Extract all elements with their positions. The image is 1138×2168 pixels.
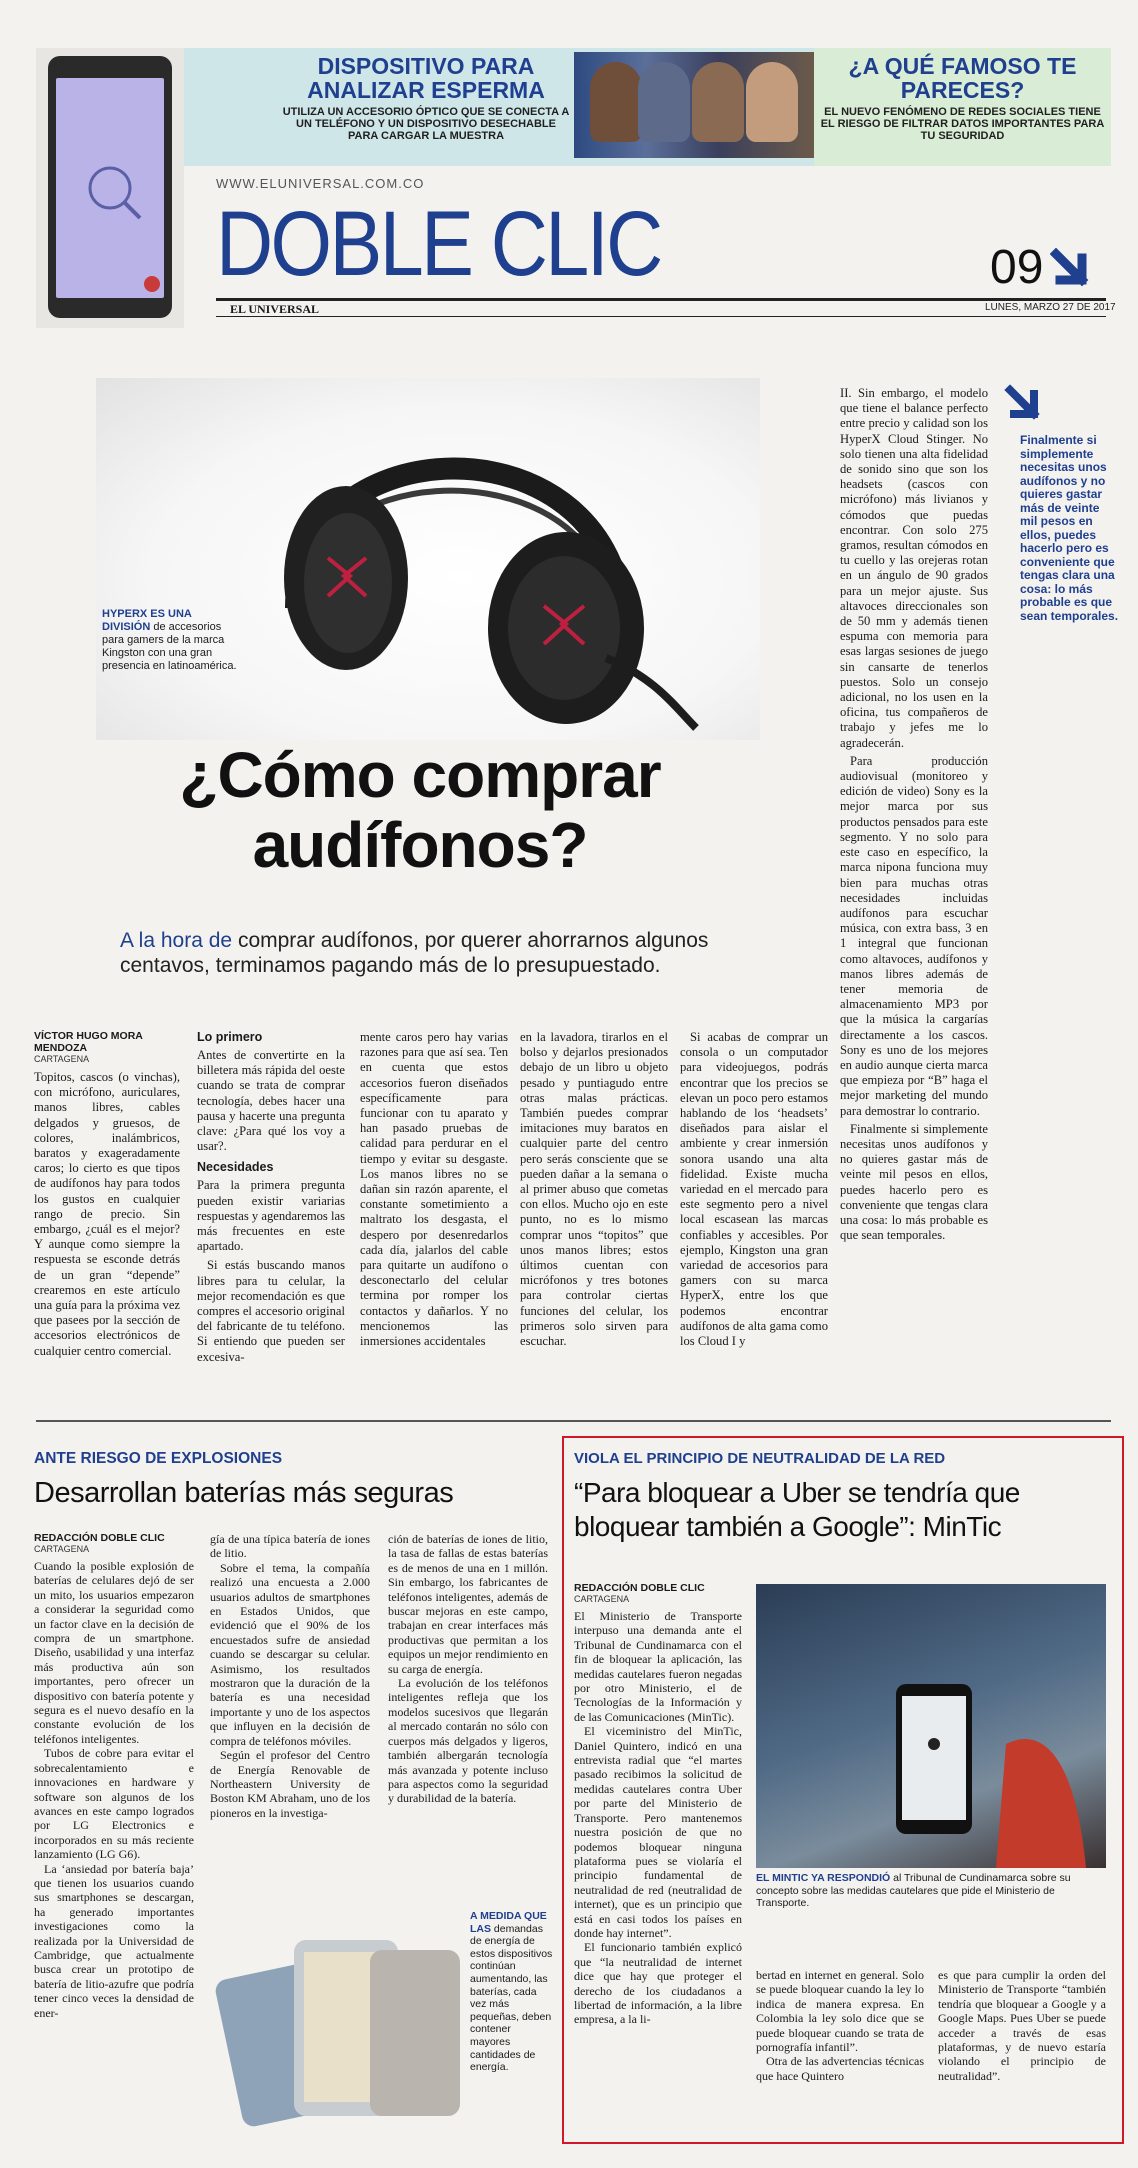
arrow-down-right-icon bbox=[1050, 248, 1100, 296]
site-url: WWW.ELUNIVERSAL.COM.CO bbox=[216, 176, 425, 191]
main-column-3 bbox=[360, 1030, 508, 1349]
mintic-col1-text-c: El funcionario también explicó que “la neutralidad de internet dice que hay que proteger el derecho de los ciudadanos a libertad de información, a la libre empresa, a la li- bbox=[574, 1940, 742, 2027]
main-col1-text: Topitos, cascos (o vinchas), con micrófono, auriculares, manos libres, cables delgados y gruesos, de colores, inalámbricos, baratos y exageradamente caros; lo cierto es que tipos de audífonos hay para todos los gustos en cualquier rango de precio. Sin embargo, ¿cuál es el mejor? Y aunque como siempre la respuesta se esconde detrás de un gran “depende” crearemos en este artículo una guía para la próxima vez que pasees por la sección de accesorios electrónicos de cualquier centro comercial. bbox=[34, 1070, 180, 1358]
mintic-col1-text-a: El Ministerio de Transporte interpuso una demanda ante el Tribunal de Cundinamarca con el fin de bloquear la aplicación, las medidas cautelares fueron negadas por otro Ministerio, el de Tecnologías de la Información y de las Comunicaciones (MinTic). bbox=[574, 1609, 742, 1724]
main-column-1 bbox=[34, 1030, 180, 1359]
banner-left-subtitle: UTILIZA UN ACCESORIO ÓPTICO QUE SE CONECTA A UN TELÉFONO Y UN DISPOSITIVO DESECHABLE PARA CARGAR LA MUESTRA bbox=[282, 106, 570, 142]
mintic-photo-caption bbox=[756, 1872, 1106, 1910]
main-deck bbox=[120, 928, 760, 978]
main-col2-text-b: Para la primera pregunta pueden existir variarias respuestas y agendaremos las más frecuentes en este apartado. bbox=[197, 1178, 345, 1254]
mintic-byline: REDACCIÓN DOBLE CLIC bbox=[574, 1582, 705, 1594]
battery-column-1 bbox=[34, 1532, 194, 2020]
main-place: CARTAGENA bbox=[34, 1054, 90, 1064]
main-column-5 bbox=[680, 1030, 828, 1349]
deck-lead: A la hora de bbox=[120, 929, 233, 952]
headphones-photo bbox=[96, 378, 760, 740]
main-col4-text: en la lavadora, tirarlos en el bolso y dejarlos presionados debajo de un libro u objeto pesado y puntiagudo entre otras malas prácticas. También puedes comprar imitaciones muy baratos en cualquier parte del centro pero serás consciente que se pueden dañar a la semana o al primer abuso que cometas con ellos. Mucho ojo en este punto, no es lo mismo comprar unos “topitos” que unos manos libres; estos últimos cuentan con micrófonos y tres botones para controlar ciertas funciones del celular, los primeros solo sirven para escuchar. bbox=[520, 1030, 668, 1349]
battery-place: CARTAGENA bbox=[34, 1544, 90, 1554]
mintic-place: CARTAGENA bbox=[574, 1594, 630, 1604]
mintic-caption-text: al Tribunal de Cundinamarca sobre su concepto sobre las medidas cautelares que pide el Ministerio de Transporte. bbox=[756, 1872, 1071, 1910]
deck-text: comprar audífonos, por querer ahorrarnos algunos centavos, terminamos pagando más de lo presupuestado. bbox=[120, 929, 709, 977]
main-col5-text: Si acabas de comprar un consola o un computador para videojuegos, podrás encontrar que los precios se elevan un poco pero estamos hablando de los ‘headsets’ diseñados para aislar el ambiente y crear inmersión sonora usando una alta fidelidad. Existe mucha variedad en el mercado para este segmento pero a nivel local escasean las marcas confiables y accesibles. Por ejemplo, Kingston una gran variedad de accesorios para gamers con su marca HyperX, entre los que podemos encontrar audífonos de alta gama como los Cloud I y bbox=[680, 1030, 828, 1349]
masthead-rule bbox=[216, 298, 1106, 301]
subhead-necesidades: Necesidades bbox=[197, 1160, 274, 1175]
banner-right-subtitle: EL NUEVO FENÓMENO DE REDES SOCIALES TIENE EL RIESGO DE FILTRAR DATOS IMPORTANTES PARA TU SEGURIDAD bbox=[820, 106, 1105, 142]
battery-column-3 bbox=[388, 1532, 548, 1806]
battery-headline: Desarrollan baterías más seguras bbox=[34, 1477, 454, 1509]
mintic-column-2 bbox=[756, 1968, 924, 2083]
battery-col2-text-b: Sobre el tema, la compañía realizó una encuesta a 2.000 usuarios adultos de smartphones en Estados Unidos, que evidenció que el 90% de los encuestados sufre de ansiedad cuando se descargar su celular. Asimismo, los resultados mostraron que la duración de la batería es una necesidad importante y uno de los aspectos que influyen en la decisión de compra de teléfonos móviles. bbox=[210, 1560, 370, 1748]
battery-col1-text-c: La ‘ansiedad por batería baja’ que tienen los usuarios cuando sus smartphones se descargan, ha generado importantes investigaciones como la realizada por la Universidad de Cambridge, que actualmente busca crear un prototipo de batería de litio-azufre que podría tener cinco veces la densidad de ener- bbox=[34, 1861, 194, 2020]
battery-column-2 bbox=[210, 1532, 370, 1820]
sidebar-tip: Finalmente si simplemente necesitas unos audífonos y no quieres gastar más de veinte mil pesos en ellos, puedes hacerlo pero es conveniente que tengas clara una cosa: lo más probable es que sean temporales. bbox=[1020, 433, 1119, 623]
battery-col3-text-b: La evolución de los teléfonos inteligentes refleja que los modelos sucesivos que llegarán al mercado contarán no sólo con cuerpos más delgados y ligeros, también albergarán tecnología más avanzada y potente incluso para aspectos como la seguridad y durabilidad de la batería. bbox=[388, 1676, 548, 1806]
battery-caption-text: demandas de energía de estos dispositivos continúan aumentando, las baterías, cada vez más pequeñas, deben contener mayores cantidades de energía. bbox=[470, 1922, 553, 2074]
section-title: DOBLE CLIC bbox=[216, 193, 661, 295]
mintic-col2-text-b: Otra de las advertencias técnicas que hace Quintero bbox=[756, 2054, 924, 2083]
photo-caption bbox=[102, 608, 242, 673]
battery-col1-text-a: Cuando la posible explosión de baterías de celulares dejó de ser un mito, los usuarios empezaron a considerar la seguridad como un factor clave en la decisión de compra de un smartphone. Diseño, usabilidad y una interfaz más productiva aún son importantes, pero ofrecer un dispositivo con batería potente y segura es el nuevo desafío en la constante evolución de los teléfonos inteligentes. bbox=[34, 1559, 194, 1746]
main-col6-text-a: II. Sin embargo, el modelo que tiene el balance perfecto entre precio y calidad son los HyperX Cloud Stinger. No solo tienen una alta fidelidad de sonido sino que son los headsets (cascos con micrófono) más livianos y cómodos que puedas encontrar. Con solo 275 gramos, resultan cómodos en tu cuello y las orejeras rotan en un ángulo de 90 grados para un mejor ajuste. Sus altavoces direccionales son de 50 mm y además tienen espuma con memoria para esas largas sesiones de juego sin cansarte de tenerlos puestos. Solo un consejo adicional, no los usen en la oficina, tus compañeros de trabajo y jefes me lo agradecerán. bbox=[840, 386, 988, 750]
mintic-kicker: VIOLA EL PRINCIPIO DE NEUTRALIDAD DE LA RED bbox=[574, 1450, 946, 1467]
battery-col2-text: gía de una típica batería de iones de litio. bbox=[210, 1532, 370, 1561]
battery-col3-text-a: ción de baterías de iones de litio, la tasa de fallas de estas baterías es de menos de una en 1 millón. Sin embargo, los fabricantes de teléfonos inteligentes, además de buscar mejoras en este campo, trabajan en crear interfaces más productivas que permitan a los equipos un mejor rendimiento en su carga de energía. bbox=[388, 1532, 548, 1676]
battery-photo-caption bbox=[470, 1910, 554, 2074]
photo-caption-lead: HYPERX ES UNA DIVISIÓN bbox=[102, 608, 192, 633]
issue-date: LUNES, MARZO 27 DE 2017 bbox=[985, 302, 1116, 313]
main-byline: VÍCTOR HUGO MORA MENDOZA bbox=[34, 1030, 143, 1054]
banner-left-teaser[interactable] bbox=[276, 48, 576, 166]
battery-byline: REDACCIÓN DOBLE CLIC bbox=[34, 1532, 165, 1544]
phone-illustration bbox=[36, 48, 184, 328]
main-col6-text-c: Finalmente si simplemente necesitas unos audífonos y no quieres gastar más de veinte mil pesos en ellos, puedes hacerlo pero es conveniente que tengas clara una cosa: lo más probable es que sean temporales. bbox=[840, 1121, 988, 1243]
page-number: 09 bbox=[990, 241, 1044, 294]
battery-col1-text-b: Tubos de cobre para evitar el sobrecalentamiento e innovaciones en hardware y software son algunos de los avances en este campo logrados por LG Electronics e incorporados en su más reciente lanzamiento (LG G6). bbox=[34, 1746, 194, 1862]
subhead-lo-primero: Lo primero bbox=[197, 1030, 263, 1044]
main-col6-text-b: Para producción audiovisual (monitoreo y edición de video) Sony es la mejor marca por sus productos pensados para este segmento. Y no solo para este caso en específico, la marca nipona funciona muy bien para muchas otras necesidades incluidas audífonos para escuchar música, con extra bass, 3 en 1 integral que funcionan como altavoces, audífonos y manos libres además de tener memoria de almacenamiento MP3 por que la música la cargarías directamente a los cascos. Sony es uno de los mejores en audio aunque cierta marca que empieza por “B” haga el mejor marketing del mundo para demostrar lo contrario. bbox=[840, 753, 988, 1118]
main-headline: ¿Cómo comprar audífonos? bbox=[179, 739, 661, 881]
main-col3-text: mente caros pero hay varias razones para que así sea. Ten en cuenta que estos accesorios fueron diseñados específicamente para funcionar con tu aparato y han pasado pruebas de calidad para perdurar en el tiempo y evitar su desgaste. Los manos libres no se dañan sin razón aparente, el constante sometimiento a maltrato los desgasta, el despero por desenredarlos cada día, jalarlos del cable para quitarte un audífono o desconectarlo del celular termina por romper los contactos y dañarlos. Y no mencionemos las inmersiones accidentales bbox=[360, 1030, 508, 1349]
paper-name: EL UNIVERSAL bbox=[230, 302, 320, 316]
section-divider bbox=[36, 1420, 1111, 1422]
mintic-column-3 bbox=[938, 1968, 1106, 2083]
mintic-column-1 bbox=[574, 1582, 742, 2027]
main-column-6 bbox=[840, 386, 988, 1243]
uber-phone-photo bbox=[756, 1584, 1106, 1868]
main-col2-text-c: Si estás buscando manos libres para tu celular, la mejor recomendación es que compres el accesorio original del fabricante de tu teléfono. Si entiendo que pueden ser excesiva- bbox=[197, 1258, 345, 1364]
battery-col2-text-c: Según el profesor del Centro de Energía Renovable de Northeastern University de Boston KM Abraham, uno de los pioneros en la investiga- bbox=[210, 1748, 370, 1820]
main-col2-text-a: Antes de convertirte en la billetera más rápida del oeste cuando se trata de comprar tecnología, debes hacer una pausa y hacerte una pregunta clave: ¿Para qué los voy a usar?. bbox=[197, 1048, 345, 1154]
tip-arrow-icon bbox=[1004, 384, 1050, 428]
banner-right-teaser[interactable] bbox=[814, 48, 1111, 166]
battery-kicker: ANTE RIESGO DE EXPLOSIONES bbox=[34, 1450, 283, 1467]
mintic-headline: “Para bloquear a Uber se tendría que bloquear también a Google”: MinTic bbox=[574, 1477, 1020, 1542]
photo-caption-text: de accesorios para gamers de la marca Kingston con una gran presencia en latinoamérica. bbox=[102, 621, 237, 672]
banner-left-title: DISPOSITIVO PARA ANALIZAR ESPERMA bbox=[307, 53, 545, 103]
lg-phones-photo bbox=[210, 1910, 466, 2130]
masthead-rule-thin bbox=[216, 316, 1106, 317]
mintic-col2-text: bertad en internet en general. Solo se puede bloquear cuando la ley lo indica de manera expresa. En Colombia la ley solo dice que se puede bloquear cuando se trata de pornografía infantil”. bbox=[756, 1968, 924, 2055]
banner-faces-photo bbox=[574, 52, 814, 158]
main-column-4 bbox=[520, 1030, 668, 1349]
battery-caption-lead: A MEDIDA QUE LAS bbox=[470, 1910, 547, 1935]
mintic-col3-text: es que para cumplir la orden del Ministerio de Transporte “también tendría que bloquear a Google y a Google Maps. Pues Uber se puede acceder a través de esas plataformas, y de nuevo estaría violando el principio de neutralidad”. bbox=[938, 1968, 1106, 2083]
mintic-caption-lead: EL MINTIC YA RESPONDIÓ bbox=[756, 1872, 891, 1884]
banner-right-title: ¿A QUÉ FAMOSO TE PARECES? bbox=[848, 53, 1077, 103]
main-column-2 bbox=[197, 1030, 345, 1365]
mintic-col1-text-b: El viceministro del MinTic, Daniel Quintero, indicó en una entrevista radial que “el martes pasado recibimos la solicitud de medidas cautelares contra Uber por parte del Ministerio de Transporte. Pero mantenemos nuestra posición de que no podemos bloquear ninguna plataforma pues se violaría el principio fundamental de neutralidad de red (neutralidad de internet), que es un principio que está en casi todos los países en donde hay internet”. bbox=[574, 1724, 742, 1940]
